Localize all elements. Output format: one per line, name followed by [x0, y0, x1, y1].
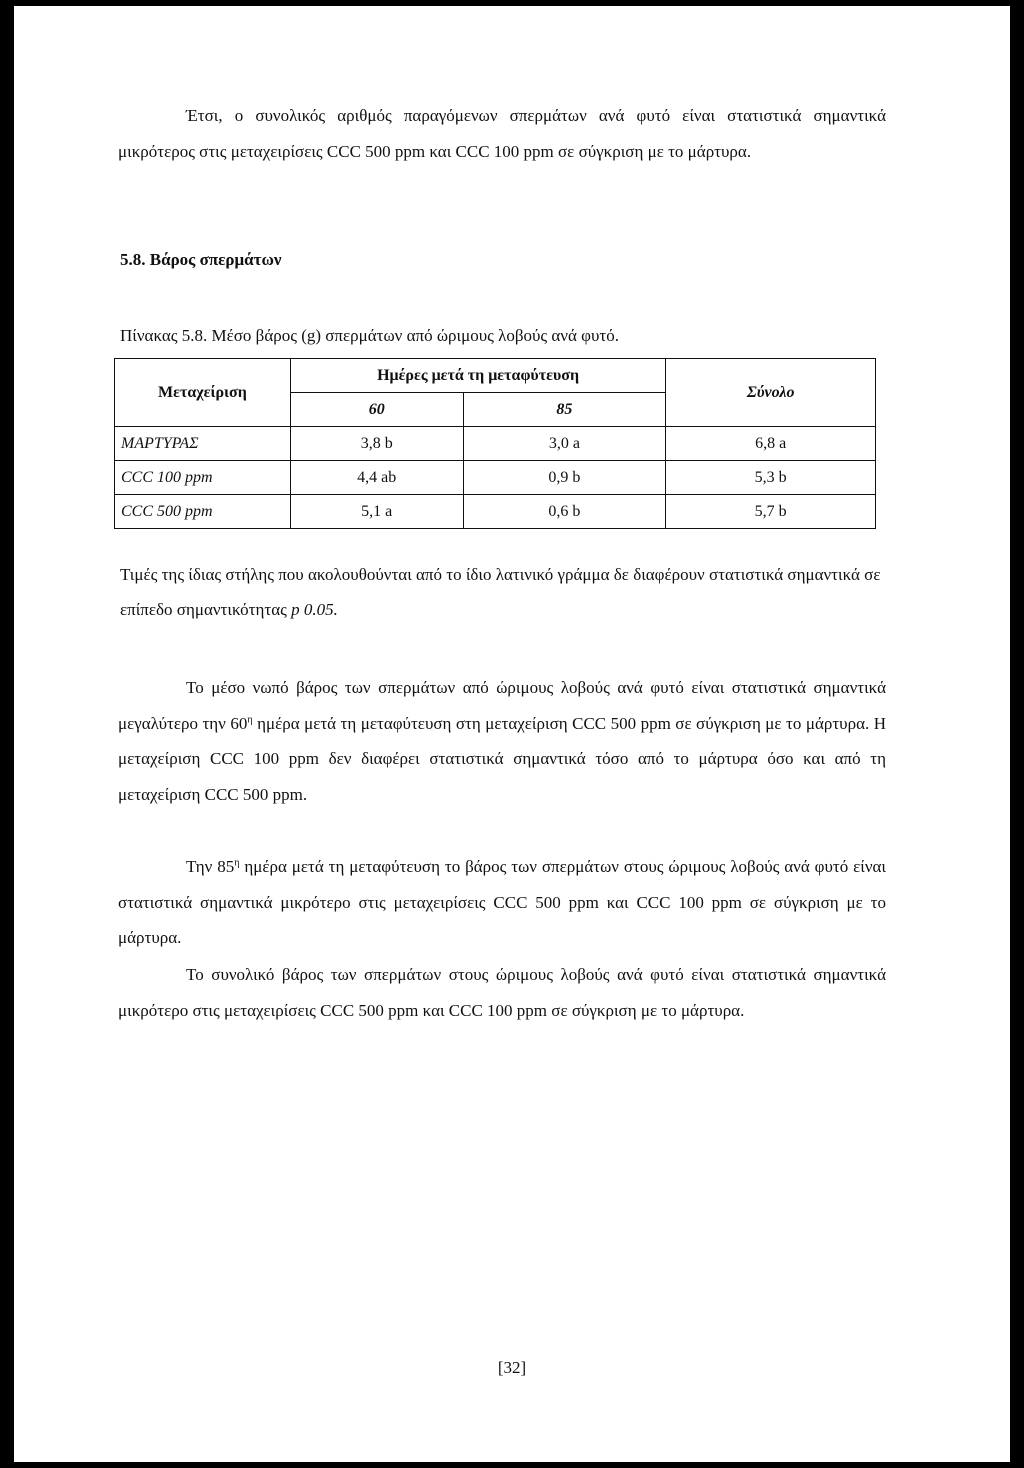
seed-weight-table — [114, 358, 876, 529]
document-page — [14, 6, 1010, 1462]
table-row — [115, 427, 876, 461]
value-day-85: 0,9 b — [463, 461, 666, 495]
intro-paragraph — [118, 98, 886, 169]
treatment-name: CCC 100 ppm — [115, 461, 291, 495]
table-note — [120, 557, 888, 627]
note-p-value: p 0.05. — [291, 600, 338, 619]
table-caption: Πίνακας 5.8. Μέσο βάρος (g) σπερμάτων από ώριμους λοβούς ανά φυτό. — [120, 326, 619, 345]
para3-text: Το συνολικό βάρος των σπερμάτων στους ώριμους λοβούς ανά φυτό είναι στατιστικά σημαντικά μικρότερο στις μεταχειρίσεις CCC 500 ppm και CCC 100 ppm σε σύγκριση με το μάρτυρα. — [118, 965, 886, 1020]
header-day-60: 60 — [290, 393, 463, 427]
value-day-60: 5,1 a — [290, 495, 463, 529]
value-day-60: 3,8 b — [290, 427, 463, 461]
header-total: Σύνολο — [666, 359, 876, 427]
header-treatment: Μεταχείριση — [115, 359, 291, 427]
paragraph-fresh-weight — [118, 670, 886, 812]
header-days: Ημέρες μετά τη μεταφύτευση — [290, 359, 665, 393]
para1-text-start: Το μέσο νωπό βάρος των σπερμάτων από ώριμους λοβούς ανά φυτό είναι στατιστικά σημαντικά μεγαλύτερο την 60 — [118, 678, 886, 733]
para1-text-end: ημέρα μετά τη μεταφύτευση στη μεταχείριση CCC 500 ppm σε σύγκριση με το μάρτυρα. Η μεταχείριση CCC 100 ppm δεν διαφέρει στατιστικά σημαντικά τόσο από το μάρτυρα όσο και από τη μεταχείριση CCC 500 ppm. — [118, 713, 886, 804]
section-heading: 5.8. Βάρος σπερμάτων — [120, 250, 282, 269]
paragraph-day-85 — [118, 849, 886, 956]
treatment-name: CCC 500 ppm — [115, 495, 291, 529]
value-day-60: 4,4 ab — [290, 461, 463, 495]
note-text: Τιμές της ίδιας στήλης που ακολουθούνται από το ίδιο λατινικό γράμμα δε διαφέρουν στατιστικά σημαντικά σε επίπεδο σημαντικότητας — [120, 565, 881, 619]
table-row — [115, 461, 876, 495]
header-day-85: 85 — [463, 393, 666, 427]
value-total: 5,7 b — [666, 495, 876, 529]
para2-text-end: ημέρα μετά τη μεταφύτευση το βάρος των σπερμάτων στους ώριμους λοβούς ανά φυτό είναι στατιστικά σημαντικά μικρότερο στις μεταχειρίσεις CCC 500 ppm και CCC 100 ppm σε σύγκριση με το μάρτυρα. — [118, 857, 886, 947]
treatment-name: ΜΑΡΤΥΡΑΣ — [115, 427, 291, 461]
value-day-85: 3,0 a — [463, 427, 666, 461]
table-row — [115, 495, 876, 529]
value-total: 5,3 b — [666, 461, 876, 495]
value-total: 6,8 a — [666, 427, 876, 461]
ordinal-suffix: η — [234, 857, 240, 869]
ordinal-suffix: η — [247, 713, 253, 725]
value-day-85: 0,6 b — [463, 495, 666, 529]
table-header-row — [115, 359, 876, 393]
intro-text: Έτσι, ο συνολικός αριθμός παραγόμενων σπερμάτων ανά φυτό είναι στατιστικά σημαντικά μικρότερος στις μεταχειρίσεις CCC 500 ppm και CCC 100 ppm σε σύγκριση με το μάρτυρα. — [118, 106, 886, 161]
paragraph-total-weight — [118, 957, 886, 1028]
para2-text-start: Την 85 — [186, 857, 235, 876]
page-number: [32] — [497, 1358, 527, 1377]
